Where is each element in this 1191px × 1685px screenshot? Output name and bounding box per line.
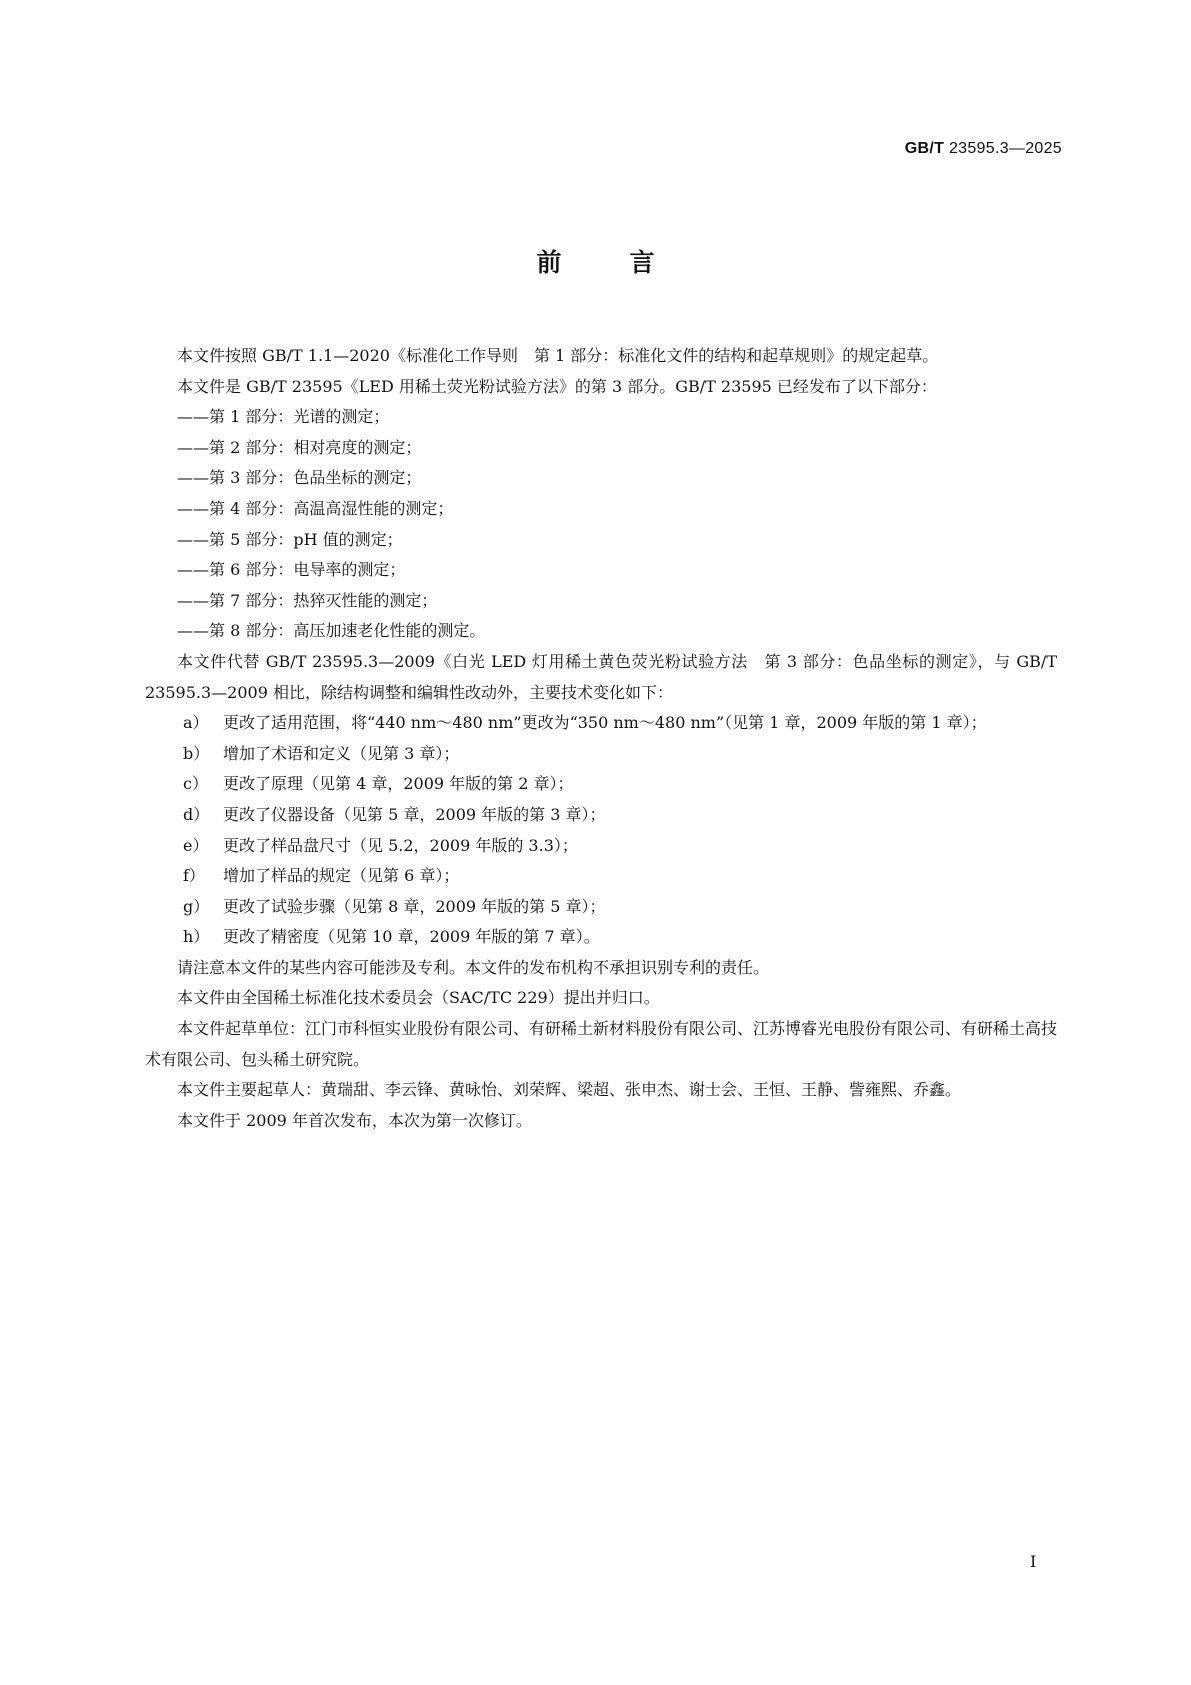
part-list-item: ——第 4 部分：高温高湿性能的测定； [177, 498, 454, 518]
change-text: 更改了适用范围，将“440 nm～480 nm”更改为“350 nm～480 nm”（见第 1 章，2009 年版的第 1 章）； [223, 713, 987, 733]
standard-code [905, 140, 1062, 158]
part-list-item: ——第 2 部分：相对亮度的测定； [177, 437, 422, 457]
part-list-item: ——第 7 部分：热猝灭性能的测定； [177, 590, 438, 610]
paragraph-drafting-rules: 本文件按照 GB/T 1.1—2020《标准化工作导则 第 1 部分：标准化文件的结构和起草规则》的规定起草。 [177, 346, 939, 365]
change-list-item [145, 708, 1057, 739]
change-text: 更改了原理（见第 4 章，2009 年版的第 2 章）； [223, 774, 574, 794]
standard-code-prefix: GB/T [904, 140, 945, 157]
change-text: 更改了精密度（见第 10 章，2009 年版的第 7 章）。 [223, 927, 600, 947]
paragraph-replacement: 本文件代替 GB/T 23595.3—2009《白光 LED 灯用稀土黄色荧光粉试验方法 第 3 部分：色品坐标的测定》，与 GB/T 23595.3—2009 相比，除结构调整和编辑性改动外，主要技术变化如下： [145, 651, 1057, 702]
part-list-item: ——第 6 部分：电导率的测定； [177, 560, 406, 580]
change-text: 更改了仪器设备（见第 5 章，2009 年版的第 3 章）； [223, 804, 606, 824]
change-text: 增加了样品的规定（见第 6 章）； [223, 866, 460, 886]
change-list-item [145, 800, 1057, 831]
change-list-item [145, 922, 1057, 953]
change-marker: d） [183, 804, 210, 824]
change-list-item [145, 892, 1057, 923]
change-list-item [145, 769, 1057, 800]
change-marker: c） [183, 774, 208, 794]
change-text: 增加了术语和定义（见第 3 章）； [223, 743, 460, 763]
paragraph-proposer: 本文件由全国稀土标准化技术委员会（SAC/TC 229）提出并归口。 [177, 988, 660, 1008]
change-marker: b） [183, 743, 210, 763]
standard-code-number: 23595.3—2025 [944, 140, 1062, 157]
change-list-item [145, 739, 1057, 770]
part-list-item: ——第 3 部分：色品坐标的测定； [177, 468, 422, 488]
paragraph-series-intro: 本文件是 GB/T 23595《LED 用稀土荧光粉试验方法》的第 3 部分。GB/T 23595 已经发布了以下部分： [177, 376, 937, 396]
part-list-item: ——第 1 部分：光谱的测定； [177, 407, 390, 427]
foreword-body [145, 341, 1057, 1136]
change-text: 更改了样品盘尺寸（见 5.2，2009 年版的 3.3）； [223, 835, 578, 855]
paragraph-drafting-units: 本文件起草单位：江门市科恒实业股份有限公司、有研稀土新材料股份有限公司、江苏博睿光电股份有限公司、有研稀土高技术有限公司、包头稀土研究院。 [145, 1019, 1058, 1069]
change-list-item [145, 831, 1057, 862]
paragraph-drafters: 本文件主要起草人：黄瑞甜、李云锋、黄咏怡、刘荣辉、梁超、张申杰、谢士会、王恒、王静、訾雍熙、乔鑫。 [177, 1080, 962, 1100]
paragraph-history: 本文件于 2009 年首次发布，本次为第一次修订。 [177, 1110, 532, 1130]
change-marker: g） [183, 896, 210, 916]
change-marker: a） [183, 713, 209, 733]
page-title: 前言 [536, 248, 723, 277]
paragraph-patent-notice: 请注意本文件的某些内容可能涉及专利。本文件的发布机构不承担识别专利的责任。 [177, 957, 770, 977]
change-marker: h） [183, 927, 210, 947]
change-marker: e） [183, 835, 209, 855]
page-number: Ⅰ [1030, 1552, 1037, 1571]
change-marker: f） [183, 866, 205, 886]
part-list-item: ——第 8 部分：高压加速老化性能的测定。 [177, 621, 486, 641]
change-text: 更改了试验步骤（见第 8 章，2009 年版的第 5 章）； [223, 896, 606, 916]
change-list-item [145, 861, 1057, 892]
part-list-item: ——第 5 部分：pH 值的测定； [177, 529, 403, 549]
